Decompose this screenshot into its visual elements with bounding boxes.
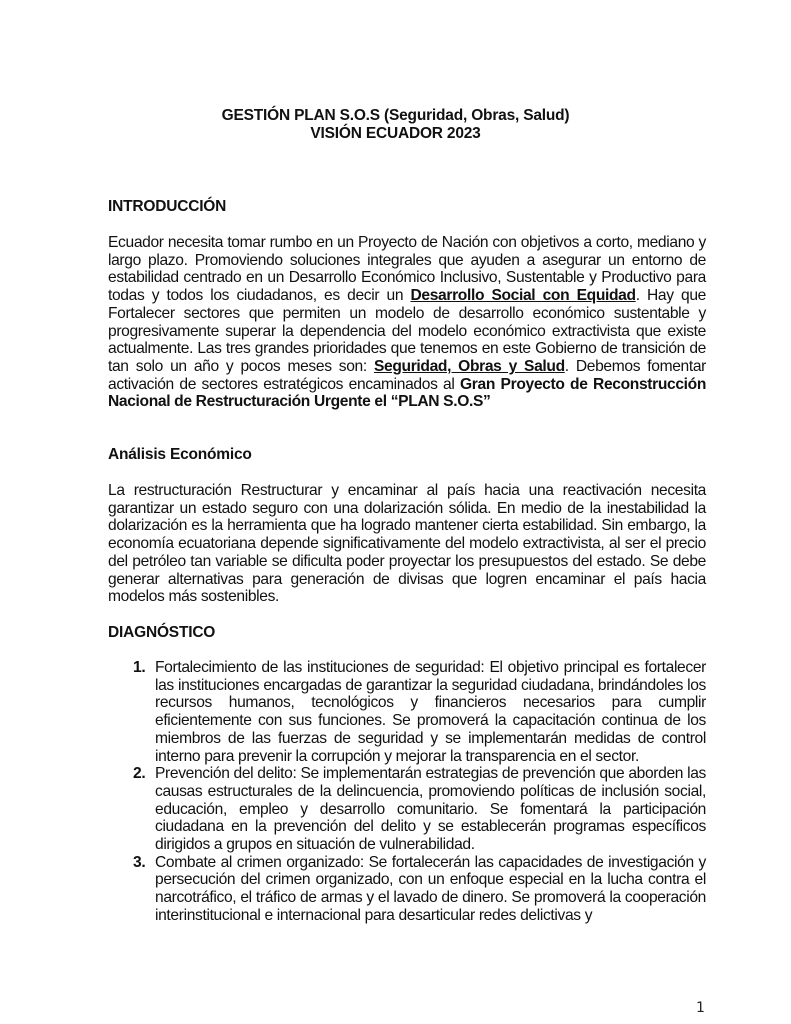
economic-paragraph: La restructuración Restructurar y encaminar al país hacia una reactivación necesita garantizar un estado seguro con una dolarización sólida. En medio de la inestabilidad la dolarización es la herramienta que ha logrado mantener cierta estabilidad. Sin embargo, la economía ecuatoriana depende significativamente del modelo extractivista, al ser el precio del petróleo tan variable se dificulta poder proyectar los presupuestos del estado. Se debe generar alternativas para generación de divisas que logren encaminar el país hacia modelos más sostenibles. (108, 482, 706, 606)
intro-emphasis-plan: Gran Proyecto de Reconstrucción Nacional de Restructuración Urgente el “PLAN S.O.S” (108, 375, 706, 411)
diagnosis-list (108, 659, 706, 925)
list-item-text: Prevención del delito: Se implementarán estrategias de prevención que aborden las causas estructurales de la delincuencia, promoviendo políticas de inclusión social, educación, empleo y desarrollo comunitario. Se fomentará la participación ciudadana en la prevención del delito y se establecerán programas específicos dirigidos a grupos en situación de vulnerabilidad. (155, 765, 706, 854)
heading-introduccion: INTRODUCCIÓN (108, 198, 227, 215)
intro-emphasis-priorities: Seguridad, Obras y Salud (373, 357, 565, 375)
intro-text-c: . Hay que Fortalecer sectores que permiten un modelo de desarrollo económico sustentable y progresivamente superar la dependencia del modelo económico extractivista que existe actualmente. Las tres grandes prioridades que tenemos en este Gobierno de transición de tan solo un año y pocos meses son: (108, 287, 706, 375)
document-title: GESTIÓN PLAN S.O.S (Seguridad, Obras, Salud) (221, 107, 570, 124)
heading-analisis-economico: Análisis Económico (108, 446, 252, 463)
document-subtitle: VISIÓN ECUADOR 2023 (310, 125, 481, 142)
list-item (108, 659, 706, 765)
list-item-number: 2. (133, 765, 146, 783)
list-item-number: 3. (133, 853, 146, 871)
list-item-number: 1. (133, 659, 146, 676)
intro-text-a: Ecuador necesita tomar rumbo en un Proyecto de Nación con objetivos a corto, mediano y largo plazo. Promoviendo soluciones integrales que ayuden a asegurar un entorno de estabilidad centrado en un Desarrollo Económico Inclusivo, Sustentable y Productivo para todas y todos los ciudadanos, es decir un (108, 234, 706, 305)
intro-emphasis-desarrollo-social: Desarrollo Social con Equidad (410, 287, 636, 305)
list-item (108, 765, 706, 854)
list-item-text: Fortalecimiento de las instituciones de seguridad: El objetivo principal es fortalecer las instituciones encargadas de garantizar la seguridad ciudadana, brindándoles los recursos humanos, tecnológicos y financieros necesarios para cumplir eficientemente con sus funciones. Se promoverá la capacitación continua de los miembros de las fuerzas de seguridad y se implementarán medidas de control interno para prevenir la corrupción y mejorar la transparencia en el sector. (155, 659, 706, 765)
intro-text-e: . Debemos fomentar activación de sectores estratégicos encaminados al (108, 357, 707, 393)
list-item (108, 854, 706, 925)
heading-diagnostico: DIAGNÓSTICO (108, 624, 216, 641)
page-number: 1 (696, 1000, 705, 1016)
intro-paragraph (108, 234, 706, 411)
list-item-text: Combate al crimen organizado: Se fortalecerán las capacidades de investigación y persecución del crimen organizado, con un enfoque especial en la lucha contra el narcotráfico, el tráfico de armas y el lavado de dinero. Se promoverá la cooperación interinstitucional e internacional para desarticular redes delictivas y (155, 853, 706, 924)
